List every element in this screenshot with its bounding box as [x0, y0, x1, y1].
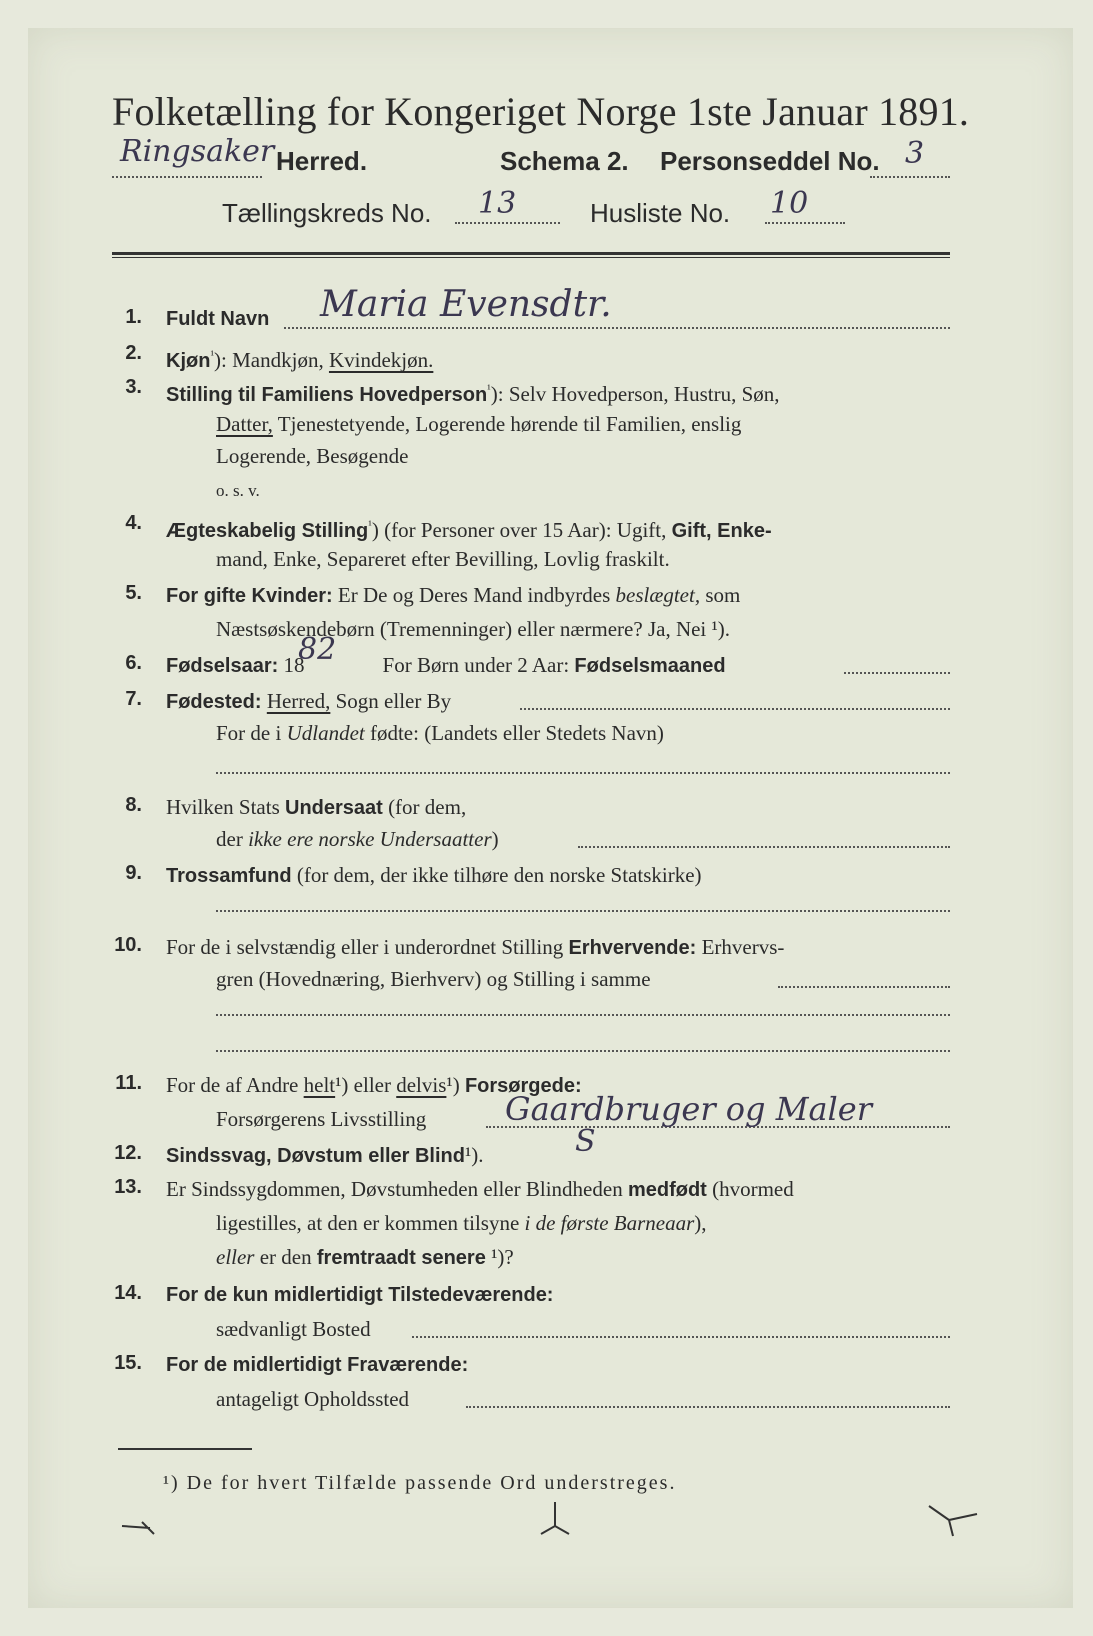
q5-line2: Næstsøskendebørn (Tremenninger) eller nærmere? Ja, Nei ¹). — [216, 617, 731, 641]
q2-text-a: ): Mandkjøn, — [214, 348, 324, 372]
q12-rest: ¹). — [464, 1143, 484, 1167]
q8-line2 — [216, 826, 499, 852]
corner-mark-center — [535, 1500, 575, 1540]
personseddel-dotline — [870, 176, 950, 178]
q2-sup: ¹ — [210, 348, 215, 362]
q7-line2-b: fødte: (Landets eller Stedets Navn) — [369, 721, 664, 745]
q13-line2 — [216, 1210, 707, 1236]
q6-label: Fødselsaar: — [166, 655, 279, 677]
q8-line2-italic: ikke ere norske Undersaatter — [248, 827, 492, 851]
q11-line1-underlined: helt — [303, 1073, 336, 1097]
husliste-value: 10 — [770, 186, 809, 221]
husliste-label: Husliste No. — [590, 198, 731, 228]
q9-label: Trossamfund — [166, 865, 292, 887]
q4-line1-a: ) (for Personer over 15 Aar): Ugift, — [371, 518, 667, 542]
q15-dotline — [466, 1406, 950, 1408]
q3-line3: Logerende, Besøgende — [216, 444, 409, 468]
q10-line1 — [166, 934, 784, 961]
q8-dotline — [578, 846, 950, 848]
q10-dotline-2 — [216, 1014, 950, 1016]
kreds-dotline — [455, 222, 560, 224]
q8-number: 8. — [125, 794, 142, 816]
q3-line2 — [216, 411, 741, 437]
q7-dotline — [520, 708, 950, 710]
q12-number: 12. — [114, 1142, 142, 1164]
q15-line2: antageligt Opholdssted — [216, 1387, 410, 1411]
q2-text-b: Kvindekjøn. — [328, 348, 434, 372]
q4-sup: ¹ — [368, 518, 372, 532]
q14-number: 14. — [114, 1282, 142, 1304]
q13-line1-a: Er Sindssygdommen, Døvstumheden eller Blindheden — [166, 1177, 623, 1201]
q3-number: 3. — [125, 376, 142, 398]
q7-label: Fødested: — [166, 691, 262, 713]
q13-line1-c: (hvormed — [712, 1177, 794, 1201]
q4-line1-b: Gift, Enke- — [671, 520, 772, 542]
q9-line — [166, 862, 702, 889]
q13-line3-italic: eller — [216, 1245, 255, 1269]
q5-label: For gifte Kvinder: — [166, 585, 333, 607]
q12-line — [166, 1142, 484, 1169]
q2-number: 2. — [125, 342, 142, 364]
q4-label: Ægteskabelig Stilling — [166, 520, 369, 542]
q10-line1-b: Erhvervende: — [568, 937, 697, 959]
footnote: ¹) De for hvert Tilfælde passende Ord understreges. — [163, 1472, 677, 1494]
q11-line1-a: For de af Andre — [166, 1073, 299, 1097]
q15-number: 15. — [114, 1352, 142, 1374]
q11-line1-c: delvis — [396, 1073, 447, 1097]
q8-label-b: Undersaat — [285, 797, 383, 819]
q7-rest: Sogn eller By — [335, 689, 452, 713]
q11-line2: Forsørgerens Livsstilling — [216, 1107, 427, 1131]
q13-line3 — [216, 1244, 514, 1271]
q1-label: Fuldt Navn — [166, 308, 270, 330]
q7-number: 7. — [125, 688, 142, 710]
corner-mark-left — [120, 1514, 160, 1538]
q13-line1 — [166, 1176, 794, 1203]
herred-label: Herred. — [276, 146, 368, 176]
header-rule-top — [112, 252, 950, 255]
q5-number: 5. — [125, 582, 142, 604]
q13-line2-b: ), — [694, 1211, 707, 1235]
q6-rest: For Børn under 2 Aar: — [382, 653, 570, 677]
q11-line1-d: ¹) — [446, 1073, 460, 1097]
q5-line1-a: Er De og Deres Mand indbyrdes — [337, 583, 611, 607]
footnote-rule — [118, 1448, 252, 1450]
personseddel-label: Personseddel No. — [660, 146, 880, 176]
q11-value: Gaardbruger og Maler — [505, 1090, 873, 1128]
q13-line3-a: er den — [259, 1245, 312, 1269]
q3-line4: o. s. v. — [216, 481, 260, 500]
q11-line1-e: Forsørgede: — [464, 1075, 582, 1097]
q4-number: 4. — [125, 512, 142, 534]
q14-label: For de kun midlertidigt Tilstedeværende: — [166, 1284, 554, 1306]
q7-underlined: Herred, — [266, 689, 331, 713]
q7-line1 — [166, 688, 451, 715]
q13-line3-c: ¹)? — [491, 1245, 514, 1269]
husliste-dotline — [765, 222, 845, 224]
q10-dotline-1 — [778, 986, 950, 988]
q7-dotline-2 — [216, 772, 950, 774]
q10-number: 10. — [114, 934, 142, 956]
q10-dotline-3 — [216, 1050, 950, 1052]
q11-line1-b: ¹) eller — [335, 1073, 391, 1097]
herred-dotline — [112, 176, 262, 178]
q6-rest-bold: Fødselsmaaned — [574, 655, 726, 677]
kreds-label: Tællingskreds No. — [222, 198, 432, 228]
q4-line2: mand, Enke, Separeret efter Bevilling, Lovlig fraskilt. — [216, 547, 670, 571]
q8-rest: (for dem, — [388, 795, 467, 819]
q9-dotline — [216, 910, 950, 912]
q1-value: Maria Evensdtr. — [320, 284, 612, 325]
q14-dotline — [412, 1336, 950, 1338]
q10-line2: gren (Hovednæring, Bierhverv) og Stilling i samme — [216, 967, 651, 991]
q6-prefix: 18 — [283, 653, 305, 677]
q1-number: 1. — [125, 306, 142, 328]
q10-line1-c: Erhvervs- — [701, 935, 785, 959]
q8-label-a: Hvilken Stats — [166, 795, 280, 819]
q6-dotline — [844, 672, 950, 674]
q4-line1 — [166, 512, 772, 544]
q7-line2 — [216, 720, 664, 746]
q3-line2-text: Tjenestetyende, Logerende hørende til Familien, enslig — [277, 412, 742, 436]
q8-line2-b: ) — [491, 827, 499, 851]
q11-number: 11. — [115, 1072, 142, 1094]
corner-mark-right — [925, 1500, 985, 1540]
q12-value: S — [575, 1124, 596, 1159]
herred-value: Ringsaker — [120, 134, 275, 169]
q9-number: 9. — [125, 862, 142, 884]
q13-line3-b: fremtraadt senere — [316, 1247, 486, 1269]
q14-line2: sædvanligt Bosted — [216, 1317, 371, 1341]
header-rule-bottom — [112, 257, 950, 258]
q13-line1-b: medfødt — [627, 1179, 707, 1201]
q13-number: 13. — [114, 1176, 142, 1198]
q7-line2-italic: Udlandet — [286, 721, 365, 745]
schema-label: Schema 2. — [500, 146, 629, 176]
q2-text — [166, 342, 433, 374]
q10-line1-a: For de i selvstændig eller i underordnet Stilling — [166, 935, 564, 959]
q5-line1-italic: beslægtet, — [615, 583, 701, 607]
q7-line2-a: For de i — [216, 721, 282, 745]
kreds-value: 13 — [478, 186, 517, 221]
q3-label: Stilling til Familiens Hovedperson — [166, 384, 488, 406]
q13-line2-italic: i de første Barneaar — [524, 1211, 695, 1235]
q8-line1 — [166, 794, 466, 821]
q9-rest: (for dem, der ikke tilhøre den norske Statskirke) — [296, 863, 702, 887]
q5-line1-b: som — [705, 583, 741, 607]
q12-label: Sindssvag, Døvstum eller Blind — [166, 1145, 465, 1167]
q13-line2-a: ligestilles, at den er kommen tilsyne — [216, 1211, 520, 1235]
q15-label: For de midlertidigt Fraværende: — [166, 1354, 469, 1376]
q3-line1 — [166, 376, 780, 408]
q6-number: 6. — [125, 652, 142, 674]
q2-label: Kjøn — [166, 350, 211, 372]
q3-line1-text: ): Selv Hovedperson, Hustru, Søn, — [490, 382, 780, 406]
q6-line — [166, 652, 726, 679]
q6-value: 82 — [298, 632, 337, 667]
personseddel-value: 3 — [905, 136, 925, 171]
q8-line2-a: der — [216, 827, 243, 851]
q3-line2-underlined: Datter, — [216, 412, 273, 436]
q5-line1 — [166, 582, 740, 609]
q3-sup: ¹ — [487, 382, 491, 396]
form-title: Folketælling for Kongeriget Norge 1ste Januar 1891. — [112, 89, 970, 134]
q1-dotline — [284, 327, 950, 329]
